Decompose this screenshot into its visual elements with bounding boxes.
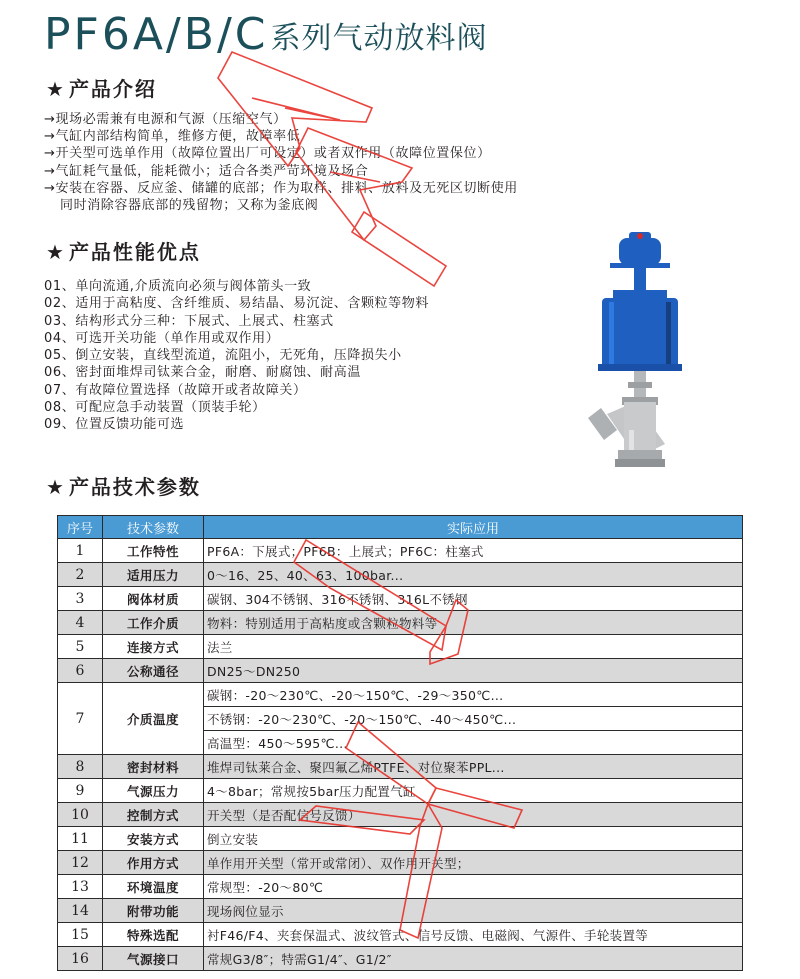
table-row [58,587,743,611]
intro-line: →气缸耗气量低，能耗微小；适合各类严苛环境及场合 [44,163,369,179]
row-value: 物料：特别适用于高粘度或含颗粒物料等 [204,611,743,635]
row-param: 公称通径 [103,659,204,683]
table-row [58,851,743,875]
row-param: 适用压力 [103,563,204,587]
row-value: 碳钢：-20～230℃、-20～150℃、-29～350℃... [204,683,743,707]
table-row [58,635,743,659]
row-param: 气源接口 [103,947,204,971]
table-row [58,755,743,779]
row-param: 工作特性 [103,539,204,563]
row-no: 4 [58,611,103,635]
title-model: PF6A/B/C [44,9,269,60]
performance-list [44,278,429,434]
table-row [58,947,743,971]
section-intro-heading [46,73,157,102]
performance-line: 07、有故障位置选择（故障开或者故障关） [44,382,307,398]
star-icon: ★ [46,240,66,264]
row-value: 4～8bar；常规按5bar压力配置气缸 [204,779,743,803]
row-no: 15 [58,923,103,947]
row-no: 10 [58,803,103,827]
star-icon: ★ [46,77,66,101]
table-row [58,779,743,803]
row-param: 密封材料 [103,755,204,779]
table-row [58,683,743,707]
row-value: 单作用开关型（常开或常闭）、双作用开关型； [204,851,743,875]
valve-product-image [585,232,695,482]
row-no: 12 [58,851,103,875]
row-value: 开关型（是否配信号反馈） [204,803,743,827]
row-value: 不锈钢：-20～230℃、-20～150℃、-40～450℃... [204,707,743,731]
indicator-knob [637,233,643,239]
row-param: 作用方式 [103,851,204,875]
title-series: 系列气动放料阀 [270,21,488,56]
table-header-row [58,516,743,539]
row-no: 6 [58,659,103,683]
row-no: 8 [58,755,103,779]
section-performance-title: 产品性能优点 [68,240,201,264]
table-row [58,539,743,563]
row-no: 2 [58,563,103,587]
performance-line: 03、结构形式分三种：下展式、上展式、柱塞式 [44,313,334,329]
row-value: 衬F46/F4、夹套保温式、波纹管式、信号反馈、电磁阀、气源件、手轮装置等 [204,923,743,947]
row-param: 安装方式 [103,827,204,851]
row-no: 1 [58,539,103,563]
intro-line: →安装在容器、反应釜、储罐的底部；作为取样、排料、放料及无死区切断使用 [44,180,518,196]
performance-line: 01、单向流通,介质流向必须与阀体箭头一致 [44,279,312,294]
row-value: 法兰 [204,635,743,659]
row-param: 连接方式 [103,635,204,659]
intro-line: →气缸内部结构简单，维修方便，故障率低 [44,129,301,145]
bottom-flange [615,459,665,467]
performance-line: 02、适用于高粘度、含纤维质、易结晶、易沉淀、含颗粒等物料 [44,296,429,312]
row-param: 特殊选配 [103,923,204,947]
performance-line: 04、可选开关功能（单作用或双作用） [44,330,280,346]
table-row [58,875,743,899]
performance-line: 06、密封面堆焊司钛莱合金，耐磨、耐腐蚀、耐高温 [44,365,361,381]
row-param: 控制方式 [103,803,204,827]
row-value: 常规型：-20～80℃ [204,875,743,899]
intro-line: →开关型可选单作用（故障位置出厂可设定）或者双作用（故障位置保位） [44,146,491,162]
intro-line: 同时消除容器底部的残留物；又称为釜底阀 [60,198,319,214]
row-param: 工作介质 [103,611,204,635]
performance-line: 09、位置反馈功能可选 [44,417,185,433]
row-no: 14 [58,899,103,923]
row-value: PF6A：下展式；PF6B：上展式；PF6C：柱塞式 [204,539,743,563]
row-value: 0～16、25、40、63、100bar... [204,563,743,587]
table-row [58,899,743,923]
table-row [58,659,743,683]
header-application: 实际应用 [204,516,743,539]
section-performance-heading [46,236,201,265]
row-param: 阀体材质 [103,587,204,611]
handwheel-hub [619,238,661,265]
row-no: 5 [58,635,103,659]
row-param: 附带功能 [103,899,204,923]
performance-line: 05、倒立安装，直线型流道，流阻小，无死角，压降损失小 [44,348,402,364]
table-row [58,803,743,827]
table-row [58,923,743,947]
section-specs-heading [46,471,201,500]
table-row [58,563,743,587]
row-value: 现场阀位显示 [204,899,743,923]
header-no: 序号 [58,516,103,539]
row-value: 高温型：450～595℃... [204,731,743,755]
row-no: 9 [58,779,103,803]
row-param: 介质温度 [103,683,204,755]
row-no: 3 [58,587,103,611]
section-intro-title: 产品介绍 [68,77,157,101]
table-row [58,827,743,851]
section-specs-title: 产品技术参数 [68,475,201,499]
performance-line: 08、可配应急手动装置（顶装手轮） [44,400,266,416]
row-no: 7 [58,683,103,755]
watermark-letter-i [352,212,446,286]
row-no: 11 [58,827,103,851]
row-no: 16 [58,947,103,971]
row-no: 13 [58,875,103,899]
star-icon: ★ [46,475,66,499]
row-value: 常规G3/8″；特需G1/4″、G1/2″ [204,947,743,971]
row-value: 堆焊司钛莱合金、聚四氟乙烯PTFE、对位聚苯PPL... [204,755,743,779]
page-title [44,8,488,60]
table-row [58,611,743,635]
row-param: 气源压力 [103,779,204,803]
spec-table [57,515,743,971]
row-value: 倒立安装 [204,827,743,851]
row-value: 碳钢、304不锈钢、316不锈钢、316L不锈钢 [204,587,743,611]
intro-list [44,111,518,214]
header-param: 技术参数 [103,516,204,539]
intro-line: →现场必需兼有电源和气源（压缩空气） [44,112,287,127]
row-value: DN25～DN250 [204,659,743,683]
row-param: 环境温度 [103,875,204,899]
